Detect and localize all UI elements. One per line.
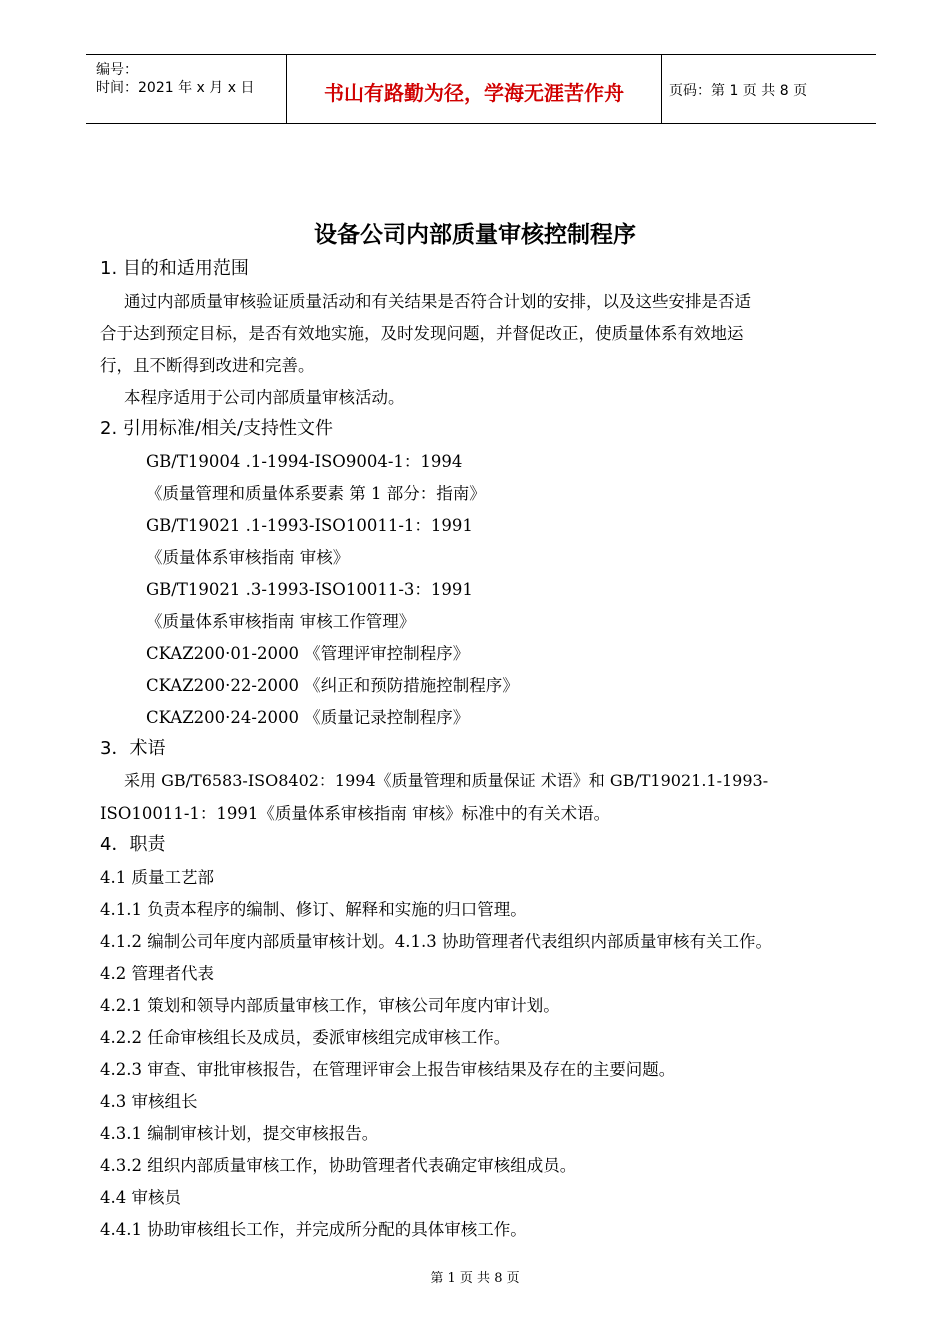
duty-item: 4.3.2 组织内部质量审核工作，协助管理者代表确定审核组成员。 (100, 1156, 577, 1175)
section-1-heading: 1. 目的和适用范围 (100, 258, 249, 279)
duty-item: 4.2 管理者代表 (100, 964, 214, 983)
section-1-paragraph-line: 通过内部质量审核验证质量活动和有关结果是否符合计划的安排，以及这些安排是否适 (124, 292, 751, 311)
time-label: 时间：2021 年 x 月 x 日 (96, 80, 255, 96)
document-title: 设备公司内部质量审核控制程序 (314, 222, 636, 248)
duty-item: 4.3.1 编制审核计划，提交审核报告。 (100, 1124, 379, 1143)
section-1-paragraph-line: 合于达到预定目标，是否有效地实施，及时发现问题，并督促改正，使质量体系有效地运 (100, 324, 744, 343)
section-3-heading: 3．术语 (100, 738, 166, 759)
duty-item: 4.2.3 审查、审批审核报告，在管理评审会上报告审核结果及存在的主要问题。 (100, 1060, 676, 1079)
header-motto-cell (286, 55, 662, 123)
motto-text: 书山有路勤为径，学海无涯苦作舟 (324, 81, 624, 105)
page-footer: 第 1 页 共 8 页 (430, 1271, 520, 1286)
duty-item: 4.1.1 负责本程序的编制、修订、解释和实施的归口管理。 (100, 900, 527, 919)
reference-item: GB/T19004 .1-1994-ISO9004-1：1994 (146, 452, 463, 471)
reference-item: 《质量体系审核指南 审核工作管理》 (146, 612, 416, 631)
duty-item: 4.4 审核员 (100, 1188, 181, 1207)
section-3-paragraph-line: 采用 GB/T6583-ISO8402：1994《质量管理和质量保证 术语》和 GB/T19021.1-1993- (124, 771, 769, 790)
number-label: 编号： (96, 62, 138, 78)
reference-item: CKAZ200·22-2000 《纠正和预防措施控制程序》 (146, 676, 519, 695)
section-3-paragraph-line: ISO10011-1：1991《质量体系审核指南 审核》标准中的有关术语。 (100, 804, 611, 823)
section-1-scope: 本程序适用于公司内部质量审核活动。 (124, 388, 405, 407)
reference-item: GB/T19021 .1-1993-ISO10011-1：1991 (146, 516, 473, 535)
duty-item: 4.1 质量工艺部 (100, 868, 214, 887)
duty-item: 4.4.1 协助审核组长工作，并完成所分配的具体审核工作。 (100, 1220, 527, 1239)
duty-item: 4.2.1 策划和领导内部质量审核工作，审核公司年度内审计划。 (100, 996, 560, 1015)
header-info-cell (86, 55, 286, 123)
reference-item: CKAZ200·24-2000 《质量记录控制程序》 (146, 708, 470, 727)
header-page-cell (661, 55, 876, 123)
reference-item: GB/T19021 .3-1993-ISO10011-3：1991 (146, 580, 473, 599)
reference-item: 《质量管理和质量体系要素 第 1 部分：指南》 (146, 484, 486, 503)
section-2-heading: 2. 引用标准/相关/支持性文件 (100, 418, 334, 439)
reference-item: CKAZ200·01-2000 《管理评审控制程序》 (146, 644, 470, 663)
page-info: 页码：第 1 页 共 8 页 (669, 83, 808, 99)
duty-item: 4.1.2 编制公司年度内部质量审核计划。4.1.3 协助管理者代表组织内部质量审核有关工作。 (100, 932, 772, 951)
header-table (86, 54, 876, 124)
duty-item: 4.3 审核组长 (100, 1092, 198, 1111)
section-4-heading: 4．职责 (100, 834, 166, 855)
section-1-paragraph-line: 行，且不断得到改进和完善。 (100, 356, 315, 375)
reference-item: 《质量体系审核指南 审核》 (146, 548, 350, 567)
duty-item: 4.2.2 任命审核组长及成员，委派审核组完成审核工作。 (100, 1028, 511, 1047)
